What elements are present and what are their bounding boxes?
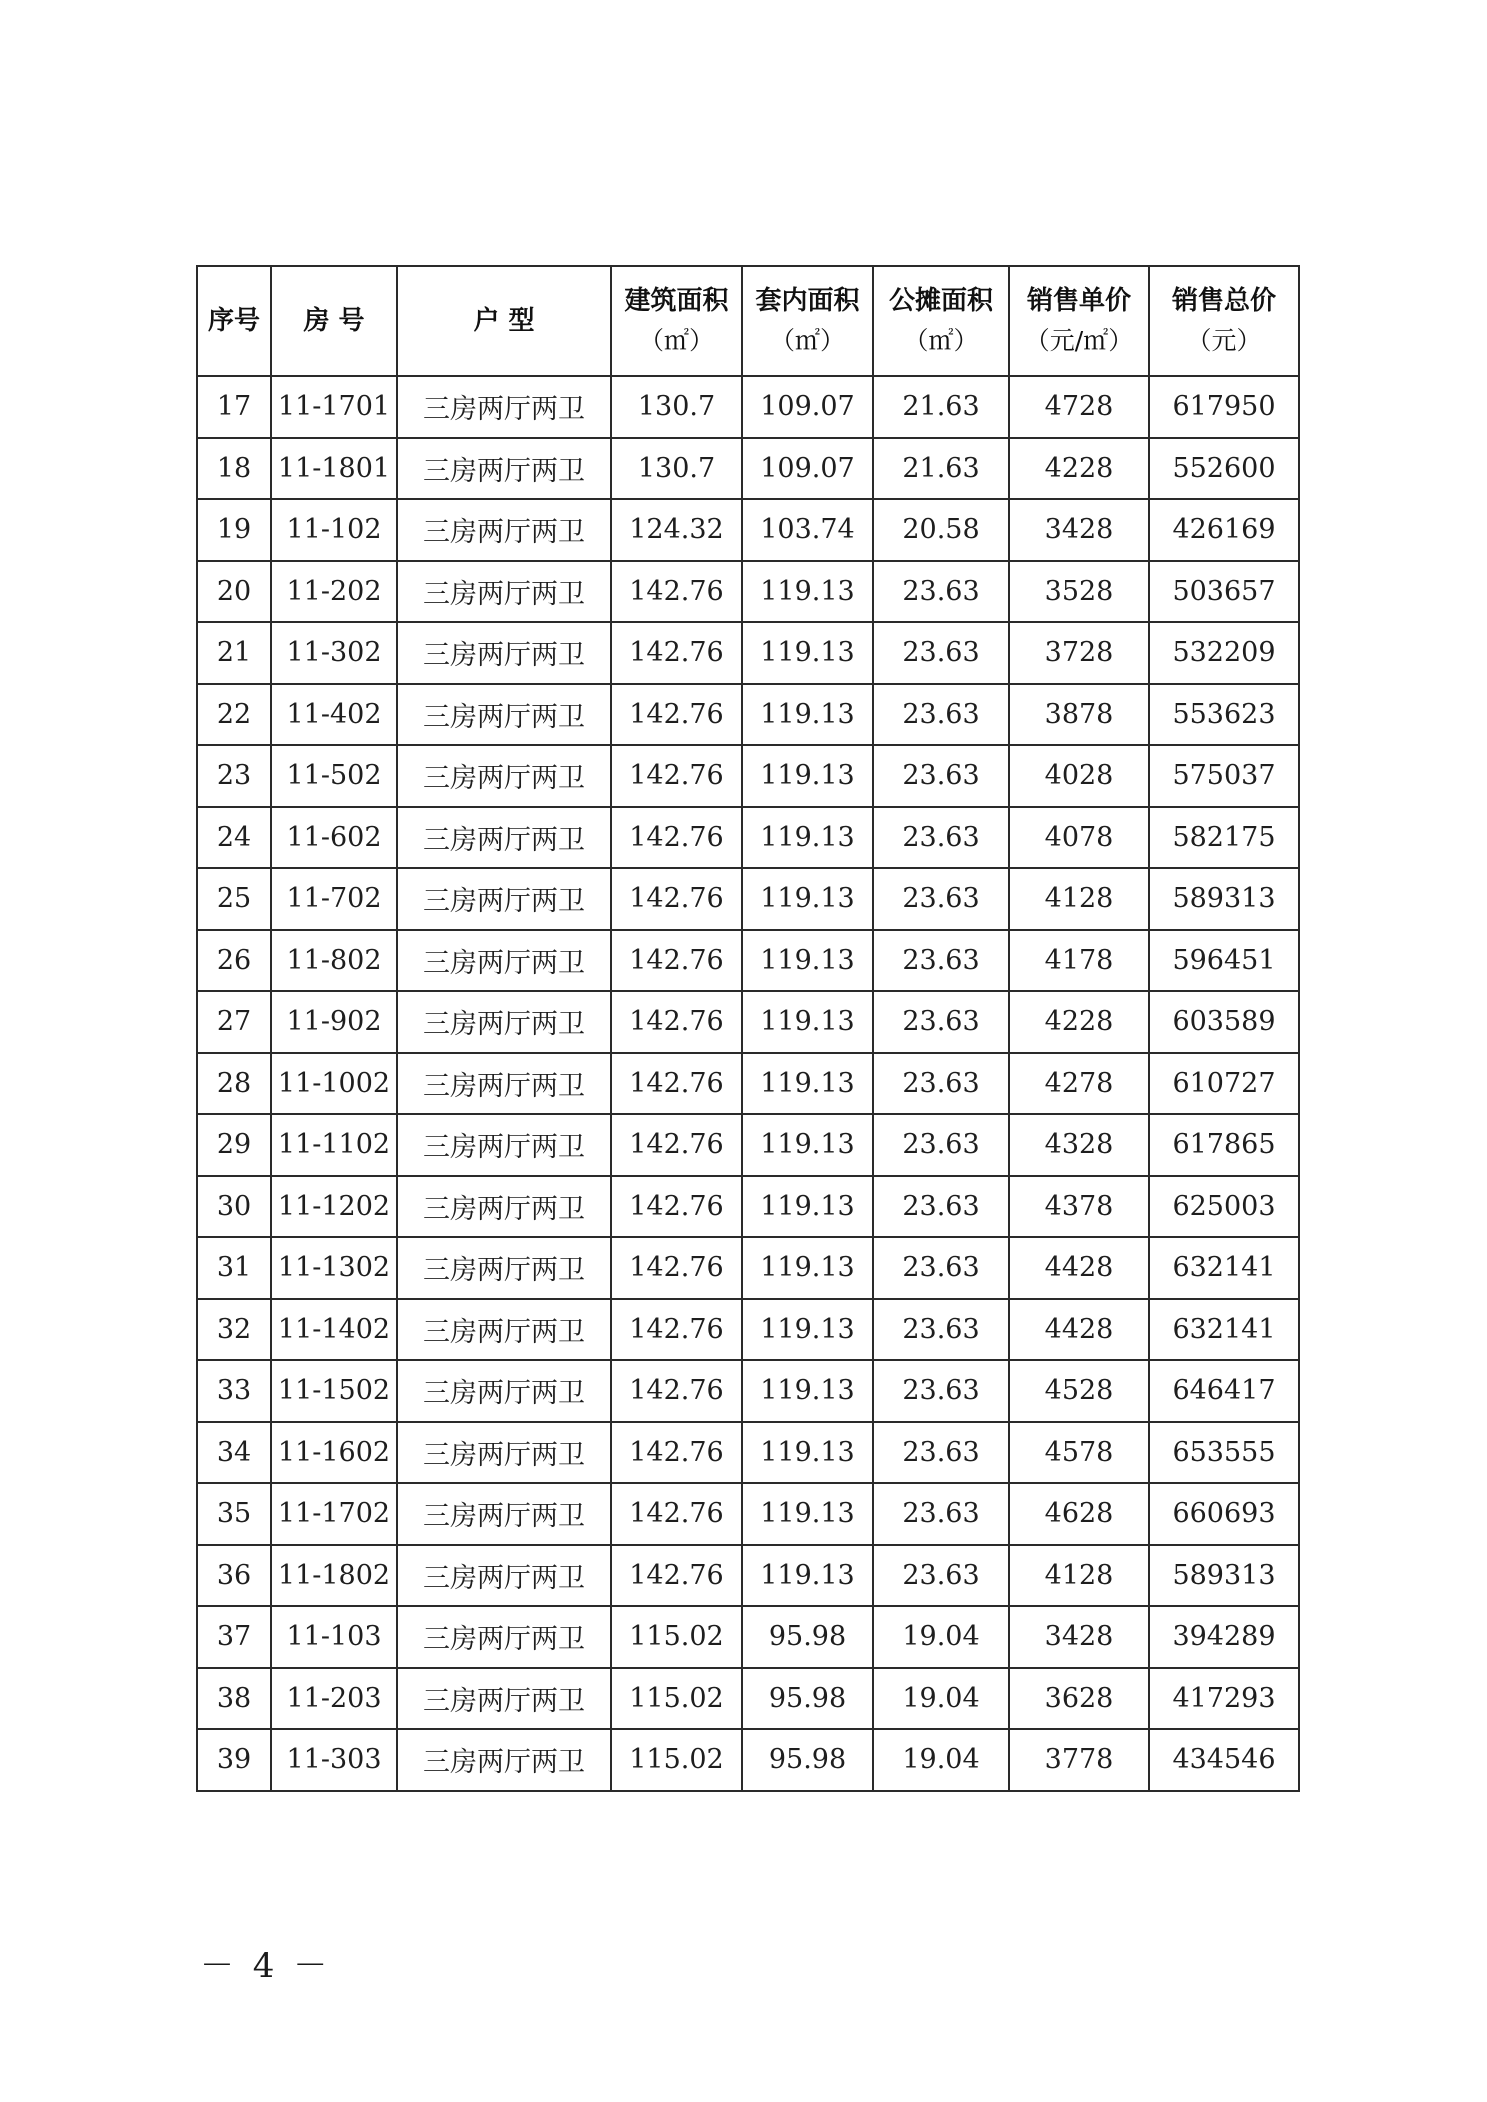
cell-shared-area: 23.63 <box>873 991 1009 1053</box>
cell-shared-area: 23.63 <box>873 1053 1009 1115</box>
cell-type: 三房两厅两卫 <box>397 1729 611 1791</box>
cell-shared-area: 23.63 <box>873 1360 1009 1422</box>
cell-shared-area: 23.63 <box>873 1114 1009 1176</box>
header-seq-label: 序号 <box>207 306 260 336</box>
table-row <box>197 745 1299 807</box>
cell-building-area: 142.76 <box>611 1176 742 1238</box>
header-building-area-label: 建筑面积 <box>624 286 729 316</box>
cell-building-area: 142.76 <box>611 684 742 746</box>
cell-type: 三房两厅两卫 <box>397 807 611 869</box>
cell-total-price: 617950 <box>1149 376 1299 438</box>
cell-type: 三房两厅两卫 <box>397 622 611 684</box>
cell-shared-area: 21.63 <box>873 376 1009 438</box>
cell-unit-price: 4628 <box>1009 1483 1149 1545</box>
cell-room: 11-802 <box>271 930 397 992</box>
cell-type: 三房两厅两卫 <box>397 930 611 992</box>
cell-type: 三房两厅两卫 <box>397 1606 611 1668</box>
cell-type: 三房两厅两卫 <box>397 1176 611 1238</box>
cell-total-price: 589313 <box>1149 1545 1299 1607</box>
cell-room: 11-102 <box>271 499 397 561</box>
cell-shared-area: 23.63 <box>873 1237 1009 1299</box>
cell-type: 三房两厅两卫 <box>397 991 611 1053</box>
header-unit-price-unit: （元/㎡） <box>1024 326 1134 355</box>
table-body <box>197 376 1299 1791</box>
cell-room: 11-1202 <box>271 1176 397 1238</box>
cell-shared-area: 19.04 <box>873 1668 1009 1730</box>
cell-inner-area: 119.13 <box>742 1545 873 1607</box>
cell-unit-price: 3628 <box>1009 1668 1149 1730</box>
cell-building-area: 115.02 <box>611 1729 742 1791</box>
cell-total-price: 596451 <box>1149 930 1299 992</box>
cell-type: 三房两厅两卫 <box>397 1053 611 1115</box>
cell-shared-area: 20.58 <box>873 499 1009 561</box>
cell-total-price: 582175 <box>1149 807 1299 869</box>
table-row <box>197 1053 1299 1115</box>
cell-unit-price: 4578 <box>1009 1422 1149 1484</box>
cell-building-area: 142.76 <box>611 561 742 623</box>
cell-seq: 24 <box>197 807 271 869</box>
header-total-price <box>1149 266 1299 376</box>
cell-shared-area: 23.63 <box>873 1483 1009 1545</box>
table-row <box>197 930 1299 992</box>
header-shared-area-unit: （㎡） <box>903 326 979 355</box>
cell-type: 三房两厅两卫 <box>397 1422 611 1484</box>
table-row <box>197 1729 1299 1791</box>
cell-shared-area: 23.63 <box>873 561 1009 623</box>
header-inner-area-label: 套内面积 <box>755 286 860 316</box>
table-row <box>197 1176 1299 1238</box>
cell-inner-area: 95.98 <box>742 1668 873 1730</box>
cell-unit-price: 4428 <box>1009 1237 1149 1299</box>
cell-seq: 25 <box>197 868 271 930</box>
cell-unit-price: 4128 <box>1009 868 1149 930</box>
header-shared-area <box>873 266 1009 376</box>
header-inner-area-unit: （㎡） <box>769 326 845 355</box>
cell-seq: 23 <box>197 745 271 807</box>
cell-inner-area: 119.13 <box>742 1360 873 1422</box>
cell-shared-area: 21.63 <box>873 438 1009 500</box>
cell-seq: 39 <box>197 1729 271 1791</box>
cell-inner-area: 119.13 <box>742 1483 873 1545</box>
cell-room: 11-1102 <box>271 1114 397 1176</box>
table-row <box>197 1483 1299 1545</box>
cell-seq: 30 <box>197 1176 271 1238</box>
cell-total-price: 532209 <box>1149 622 1299 684</box>
cell-total-price: 632141 <box>1149 1237 1299 1299</box>
cell-building-area: 130.7 <box>611 376 742 438</box>
table-row <box>197 1114 1299 1176</box>
cell-room: 11-1602 <box>271 1422 397 1484</box>
cell-inner-area: 119.13 <box>742 1114 873 1176</box>
cell-building-area: 142.76 <box>611 991 742 1053</box>
cell-building-area: 142.76 <box>611 1483 742 1545</box>
cell-building-area: 142.76 <box>611 1545 742 1607</box>
table-row <box>197 1545 1299 1607</box>
cell-total-price: 603589 <box>1149 991 1299 1053</box>
cell-building-area: 130.7 <box>611 438 742 500</box>
cell-total-price: 617865 <box>1149 1114 1299 1176</box>
cell-shared-area: 23.63 <box>873 1176 1009 1238</box>
cell-inner-area: 95.98 <box>742 1606 873 1668</box>
cell-type: 三房两厅两卫 <box>397 499 611 561</box>
cell-building-area: 142.76 <box>611 745 742 807</box>
cell-type: 三房两厅两卫 <box>397 561 611 623</box>
cell-unit-price: 4428 <box>1009 1299 1149 1361</box>
cell-total-price: 575037 <box>1149 745 1299 807</box>
cell-type: 三房两厅两卫 <box>397 1668 611 1730</box>
cell-inner-area: 119.13 <box>742 1176 873 1238</box>
cell-room: 11-103 <box>271 1606 397 1668</box>
cell-shared-area: 23.63 <box>873 807 1009 869</box>
cell-seq: 37 <box>197 1606 271 1668</box>
cell-seq: 31 <box>197 1237 271 1299</box>
cell-seq: 18 <box>197 438 271 500</box>
cell-inner-area: 109.07 <box>742 438 873 500</box>
cell-unit-price: 3728 <box>1009 622 1149 684</box>
page-number: － 4 － <box>200 1946 332 1986</box>
cell-building-area: 142.76 <box>611 1114 742 1176</box>
cell-total-price: 589313 <box>1149 868 1299 930</box>
header-unit-price-label: 销售单价 <box>1026 286 1131 316</box>
cell-seq: 36 <box>197 1545 271 1607</box>
cell-inner-area: 119.13 <box>742 1299 873 1361</box>
cell-unit-price: 4178 <box>1009 930 1149 992</box>
cell-inner-area: 119.13 <box>742 930 873 992</box>
cell-unit-price: 4728 <box>1009 376 1149 438</box>
cell-room: 11-203 <box>271 1668 397 1730</box>
cell-total-price: 434546 <box>1149 1729 1299 1791</box>
cell-inner-area: 119.13 <box>742 1237 873 1299</box>
cell-seq: 17 <box>197 376 271 438</box>
cell-shared-area: 23.63 <box>873 745 1009 807</box>
cell-seq: 32 <box>197 1299 271 1361</box>
table-row <box>197 561 1299 623</box>
table-row <box>197 1422 1299 1484</box>
table-row <box>197 1606 1299 1668</box>
cell-shared-area: 23.63 <box>873 930 1009 992</box>
cell-unit-price: 4228 <box>1009 438 1149 500</box>
cell-room: 11-402 <box>271 684 397 746</box>
cell-type: 三房两厅两卫 <box>397 1237 611 1299</box>
cell-unit-price: 3878 <box>1009 684 1149 746</box>
cell-unit-price: 4028 <box>1009 745 1149 807</box>
header-seq <box>197 266 271 376</box>
cell-unit-price: 4278 <box>1009 1053 1149 1115</box>
cell-seq: 20 <box>197 561 271 623</box>
cell-inner-area: 103.74 <box>742 499 873 561</box>
cell-building-area: 142.76 <box>611 1053 742 1115</box>
cell-type: 三房两厅两卫 <box>397 376 611 438</box>
cell-room: 11-1702 <box>271 1483 397 1545</box>
cell-room: 11-303 <box>271 1729 397 1791</box>
cell-shared-area: 23.63 <box>873 622 1009 684</box>
header-unit-price <box>1009 266 1149 376</box>
cell-seq: 22 <box>197 684 271 746</box>
cell-inner-area: 119.13 <box>742 1053 873 1115</box>
cell-type: 三房两厅两卫 <box>397 684 611 746</box>
cell-room: 11-1402 <box>271 1299 397 1361</box>
cell-building-area: 142.76 <box>611 1360 742 1422</box>
header-type-label: 户 型 <box>473 306 535 336</box>
table-header <box>197 266 1299 376</box>
cell-total-price: 653555 <box>1149 1422 1299 1484</box>
cell-shared-area: 23.63 <box>873 868 1009 930</box>
cell-unit-price: 4078 <box>1009 807 1149 869</box>
cell-unit-price: 4328 <box>1009 1114 1149 1176</box>
cell-seq: 19 <box>197 499 271 561</box>
header-building-area-unit: （㎡） <box>638 326 714 355</box>
cell-room: 11-1801 <box>271 438 397 500</box>
header-shared-area-label: 公摊面积 <box>888 286 993 316</box>
header-room <box>271 266 397 376</box>
cell-unit-price: 3428 <box>1009 1606 1149 1668</box>
table-row <box>197 1299 1299 1361</box>
cell-inner-area: 119.13 <box>742 561 873 623</box>
cell-room: 11-202 <box>271 561 397 623</box>
cell-type: 三房两厅两卫 <box>397 1545 611 1607</box>
cell-total-price: 610727 <box>1149 1053 1299 1115</box>
cell-type: 三房两厅两卫 <box>397 868 611 930</box>
housing-price-table <box>196 265 1300 1792</box>
cell-total-price: 503657 <box>1149 561 1299 623</box>
cell-unit-price: 4378 <box>1009 1176 1149 1238</box>
cell-inner-area: 119.13 <box>742 1422 873 1484</box>
cell-type: 三房两厅两卫 <box>397 1114 611 1176</box>
cell-seq: 28 <box>197 1053 271 1115</box>
cell-building-area: 124.32 <box>611 499 742 561</box>
cell-unit-price: 3778 <box>1009 1729 1149 1791</box>
cell-inner-area: 119.13 <box>742 807 873 869</box>
cell-shared-area: 19.04 <box>873 1729 1009 1791</box>
cell-room: 11-902 <box>271 991 397 1053</box>
header-total-price-unit: （元） <box>1186 326 1262 355</box>
cell-type: 三房两厅两卫 <box>397 438 611 500</box>
cell-shared-area: 23.63 <box>873 1545 1009 1607</box>
cell-room: 11-702 <box>271 868 397 930</box>
header-building-area <box>611 266 742 376</box>
cell-seq: 33 <box>197 1360 271 1422</box>
cell-shared-area: 23.63 <box>873 684 1009 746</box>
header-inner-area <box>742 266 873 376</box>
cell-unit-price: 4228 <box>1009 991 1149 1053</box>
header-total-price-label: 销售总价 <box>1171 286 1276 316</box>
cell-seq: 21 <box>197 622 271 684</box>
cell-seq: 27 <box>197 991 271 1053</box>
table-row <box>197 1668 1299 1730</box>
cell-seq: 26 <box>197 930 271 992</box>
cell-room: 11-602 <box>271 807 397 869</box>
cell-unit-price: 3528 <box>1009 561 1149 623</box>
cell-building-area: 142.76 <box>611 622 742 684</box>
cell-total-price: 625003 <box>1149 1176 1299 1238</box>
cell-total-price: 660693 <box>1149 1483 1299 1545</box>
cell-room: 11-1701 <box>271 376 397 438</box>
cell-building-area: 142.76 <box>611 868 742 930</box>
cell-building-area: 142.76 <box>611 930 742 992</box>
header-room-label: 房 号 <box>303 306 365 336</box>
cell-inner-area: 119.13 <box>742 868 873 930</box>
cell-building-area: 142.76 <box>611 1422 742 1484</box>
cell-room: 11-1802 <box>271 1545 397 1607</box>
table-row <box>197 991 1299 1053</box>
cell-room: 11-1302 <box>271 1237 397 1299</box>
table-row <box>197 684 1299 746</box>
header-row <box>197 266 1299 376</box>
cell-total-price: 417293 <box>1149 1668 1299 1730</box>
cell-seq: 34 <box>197 1422 271 1484</box>
cell-building-area: 142.76 <box>611 807 742 869</box>
cell-unit-price: 4128 <box>1009 1545 1149 1607</box>
cell-shared-area: 23.63 <box>873 1299 1009 1361</box>
table-row <box>197 438 1299 500</box>
table-row <box>197 868 1299 930</box>
cell-type: 三房两厅两卫 <box>397 745 611 807</box>
cell-shared-area: 23.63 <box>873 1422 1009 1484</box>
cell-type: 三房两厅两卫 <box>397 1360 611 1422</box>
cell-room: 11-1002 <box>271 1053 397 1115</box>
cell-total-price: 394289 <box>1149 1606 1299 1668</box>
cell-inner-area: 119.13 <box>742 622 873 684</box>
table-row <box>197 807 1299 869</box>
cell-seq: 29 <box>197 1114 271 1176</box>
table-row <box>197 1360 1299 1422</box>
cell-seq: 38 <box>197 1668 271 1730</box>
cell-type: 三房两厅两卫 <box>397 1483 611 1545</box>
cell-building-area: 142.76 <box>611 1237 742 1299</box>
cell-building-area: 115.02 <box>611 1668 742 1730</box>
cell-building-area: 115.02 <box>611 1606 742 1668</box>
header-type <box>397 266 611 376</box>
cell-inner-area: 119.13 <box>742 684 873 746</box>
cell-inner-area: 109.07 <box>742 376 873 438</box>
cell-total-price: 553623 <box>1149 684 1299 746</box>
cell-type: 三房两厅两卫 <box>397 1299 611 1361</box>
cell-building-area: 142.76 <box>611 1299 742 1361</box>
cell-shared-area: 19.04 <box>873 1606 1009 1668</box>
cell-inner-area: 95.98 <box>742 1729 873 1791</box>
cell-inner-area: 119.13 <box>742 745 873 807</box>
cell-unit-price: 4528 <box>1009 1360 1149 1422</box>
cell-total-price: 646417 <box>1149 1360 1299 1422</box>
cell-seq: 35 <box>197 1483 271 1545</box>
cell-total-price: 426169 <box>1149 499 1299 561</box>
table-row <box>197 376 1299 438</box>
table-row <box>197 622 1299 684</box>
cell-room: 11-302 <box>271 622 397 684</box>
cell-inner-area: 119.13 <box>742 991 873 1053</box>
cell-total-price: 632141 <box>1149 1299 1299 1361</box>
cell-unit-price: 3428 <box>1009 499 1149 561</box>
cell-room: 11-502 <box>271 745 397 807</box>
table-row <box>197 499 1299 561</box>
table-row <box>197 1237 1299 1299</box>
cell-total-price: 552600 <box>1149 438 1299 500</box>
cell-room: 11-1502 <box>271 1360 397 1422</box>
